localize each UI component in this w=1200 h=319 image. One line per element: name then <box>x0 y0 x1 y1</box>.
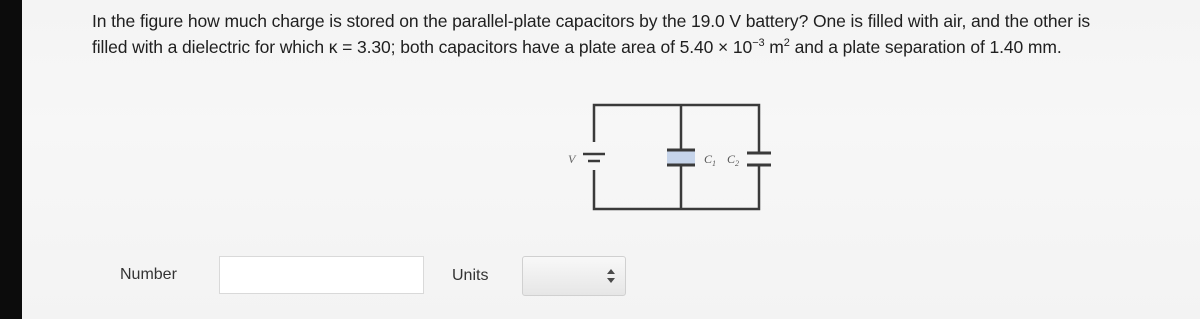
exponent-plate-area: −3 <box>752 37 765 50</box>
capacitor-c2-label: $C_2$ <box>727 152 740 168</box>
unit-meter: m <box>764 37 784 57</box>
exponent-square: 2 <box>783 37 790 50</box>
capacitor-c1-label: $C_1$ <box>704 152 717 168</box>
question-line-1: In the figure how much charge is stored on the parallel-plate capacitors by the 19.0 V battery? One is filled with air, and the other is <box>92 11 1091 31</box>
number-input[interactable] <box>219 256 424 294</box>
circuit-figure <box>550 95 780 225</box>
capacitor-c2 <box>747 153 771 165</box>
question-text <box>92 8 1192 60</box>
number-label: Number <box>120 266 177 283</box>
units-label: Units <box>452 267 489 284</box>
select-arrows-icon <box>606 268 616 284</box>
battery-label: V <box>568 152 576 166</box>
question-line-2 <box>92 34 1192 60</box>
question-line-2-end: and a plate separation of 1.40 mm. <box>789 37 1062 57</box>
battery-symbol <box>583 154 605 161</box>
left-edge-bar <box>0 0 22 319</box>
capacitor-c1 <box>667 150 695 165</box>
question-line-2-start: filled with a dielectric for which κ = 3.30; both capacitors have a plate area of 5.40 × 10 <box>92 37 753 57</box>
units-select[interactable] <box>522 256 626 296</box>
